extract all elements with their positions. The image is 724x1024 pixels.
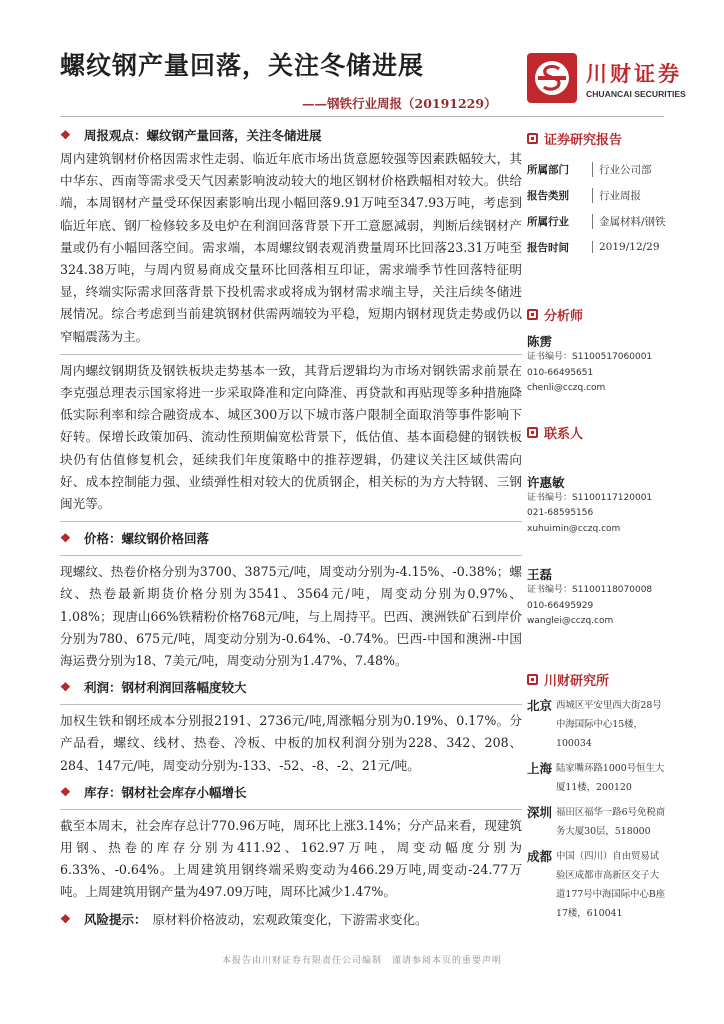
report-info-table xyxy=(527,156,667,260)
office-city: 成都 xyxy=(527,848,553,864)
risk-text: 原材料价格波动，宏观政策变化，下游需求变化。 xyxy=(152,911,428,927)
analyst-cert: 证书编号：S1100517060001 xyxy=(527,352,653,362)
contact-phone: 021-68595156 xyxy=(527,508,594,518)
logo-name-en: CHUANCAI SECURITIES xyxy=(586,89,686,99)
paragraph: 现螺纹、热卷价格分别为3700、3875元/吨，周变动分别为-4.15%、-0.38%；螺纹、热卷最新期货价格分别为3541、3564元/吨，周变动分别为0.97%、1.08%；现唐山66%铁精粉价格768元/吨，与上周持平。巴西、澳洲铁矿石到岸价分别为780、675元/吨，周变动分别为-0.64%、-0.74%。巴西-中国和澳洲-中国海运费分别为18、7美元/吨，周变动分别为1.47%、7.48%。 xyxy=(60,564,522,669)
office-list xyxy=(527,696,667,923)
contact-email[interactable]: xuhuimin@cczq.com xyxy=(527,523,621,534)
sidebar-heading-text: 川财研究所 xyxy=(544,674,610,689)
diamond-bullet-icon: ❖ xyxy=(60,128,71,142)
section-title: 利润：钢材利润回落幅度较大 xyxy=(84,680,247,696)
diamond-bullet-icon: ❖ xyxy=(60,680,71,695)
analyst-name: 陈雳 xyxy=(527,334,553,349)
paragraph: 截至本周末，社会库存总计770.96万吨，周环比上涨3.14%；分产品来看，现建筑用钢、热卷的库存分别为411.92、162.97万吨，周变动幅度分别为6.33%、-0.64%。上周建筑用钢终端采购变动为466.29万吨,周变动-24.77万吨。上周建筑用钢产量为497.09万吨，周环比减少1.47%。 xyxy=(60,817,522,900)
sidebar-heading-report xyxy=(527,128,667,148)
office-address: 福田区福华一路6号免税商务大厦30层，518000 xyxy=(556,806,666,837)
info-label: 报告类别 xyxy=(527,189,569,202)
section-title: 库存：钢材社会库存小幅增长 xyxy=(84,784,247,800)
info-label: 所属行业 xyxy=(527,215,569,228)
footer-disclaimer: 本报告由川财证券有限责任公司编制 谨请参阅本页的重要声明 xyxy=(221,956,502,966)
info-row xyxy=(527,156,667,182)
office-address: 中国（四川）自由贸易试验区成都市高新区交子大道177号中海国际中心B座17楼，610041 xyxy=(556,850,666,919)
section-heading-inventory xyxy=(60,781,522,803)
section-marker-icon xyxy=(527,674,538,685)
section-marker-icon xyxy=(527,133,538,144)
info-row xyxy=(527,208,667,234)
section-heading-profit xyxy=(60,676,522,698)
sidebar xyxy=(527,128,667,923)
section-title: 价格：螺纹钢价格回落 xyxy=(84,531,210,547)
sidebar-heading-text: 分析师 xyxy=(544,308,584,324)
section-heading-risk xyxy=(60,908,522,930)
info-value: 行业周报 xyxy=(592,188,641,203)
section-heading-price xyxy=(60,527,522,549)
office-address: 西城区平安里西大街28号中海国际中心15楼，100034 xyxy=(556,699,662,749)
chuancai-logo-icon xyxy=(526,52,578,104)
sidebar-heading-analyst xyxy=(527,304,667,324)
office-item xyxy=(527,696,667,753)
paragraph: 加权生铁和钢坯成本分别报2191、2736元/吨,周涨幅分别为0.19%、0.17%。分产品看，螺纹、线材、热卷、冷板、中板的加权利润分别为228、342、208、284、147元/吨，周变动分别为-133、-52、-8、-2、21元/吨。 xyxy=(60,713,522,773)
info-row xyxy=(527,182,667,208)
divider xyxy=(60,809,522,810)
diamond-bullet-icon: ❖ xyxy=(60,911,71,926)
divider xyxy=(60,354,522,355)
divider xyxy=(60,521,522,522)
sidebar-heading-institute xyxy=(527,670,667,690)
office-item xyxy=(527,803,667,841)
sidebar-heading-text: 证券研究报告 xyxy=(544,132,623,148)
logo-name-cn: 川财证券 xyxy=(586,61,682,86)
paragraph: 周内螺纹钢期货及钢铁板块走势基本一致，其背后逻辑均为市场对钢铁需求前景在李克强总理表示国家将进一步采取降准和定向降准、再贷款和再贴现等多种措施降低实际利率和综合融资成本、城区300万以下城市落户限制全面取消等事件影响下好转。保增长政策加码、流动性预期偏宽松背景下，低估值、基本面稳健的钢铁板块仍有估值修复机会，延续我们年度策略中的推荐逻辑，仍建议关注区域供需向好、成本控制能力强、业绩弹性相对较大的优质钢企，相关标的为方大特钢、三钢闽光等。 xyxy=(60,362,522,512)
contact-card xyxy=(527,565,667,630)
contact-cert: 证书编号：S1100118070008 xyxy=(527,585,653,595)
main-content xyxy=(60,124,522,930)
office-city: 上海 xyxy=(527,760,553,776)
section-title: 周报观点：螺纹钢产量回落，关注冬储进展 xyxy=(84,128,322,143)
contact-name: 王磊 xyxy=(527,567,553,582)
contact-phone: 010-66495929 xyxy=(527,600,594,611)
diamond-bullet-icon: ❖ xyxy=(60,531,71,546)
contact-card xyxy=(527,473,667,538)
info-value: 金属材料/钢铁 xyxy=(592,214,666,229)
info-label: 所属部门 xyxy=(527,163,569,176)
report-title: 螺纹钢产量回落，关注冬储进展 xyxy=(60,51,425,80)
info-row xyxy=(527,234,667,260)
section-title: 风险提示： xyxy=(84,911,147,927)
office-item xyxy=(527,759,667,797)
paragraph: 周内建筑钢材价格因需求性走弱、临近年底市场出货意愿较强等因素跌幅较大，其中华东、西南等需求受天气因素影响波动较大的地区钢材价格跌幅相对较大。供给端，本周钢材产量受环保因素影响出现小幅回落9.91万吨至347.93万吨，考虑到临近年底、钢厂检修较多及电炉在利润回落背景下开工意愿减弱，判断后续钢材产量或仍有小幅回落空间。需求端，本周螺纹钢表观消费量周环比回落23.31万吨至324.38万吨，与周内贸易商成交量环比回落相互印证，需求端季节性回落特征明显，终端实际需求回落背景下投机需求或将成为钢材需求端主导，关注后续冬储进展情况。综合考虑到当前建筑钢材供需两端较为平稳，短期内钢材现货走势或仍以窄幅震荡为主。 xyxy=(60,151,522,344)
sidebar-heading-contacts xyxy=(527,423,667,443)
section-marker-icon xyxy=(527,309,538,320)
section-marker-icon xyxy=(527,427,538,438)
analyst-phone: 010-66495651 xyxy=(527,367,594,378)
section-heading-view xyxy=(60,124,522,146)
sidebar-heading-text: 联系人 xyxy=(544,427,584,442)
office-item xyxy=(527,847,667,923)
contact-name: 许惠敏 xyxy=(527,474,565,490)
info-value: 行业公司部 xyxy=(592,162,652,177)
analyst-email[interactable]: chenli@cczq.com xyxy=(527,383,606,393)
office-city: 深圳 xyxy=(527,804,553,820)
office-city: 北京 xyxy=(527,697,553,713)
contact-email[interactable]: wanglei@cczq.com xyxy=(527,616,614,626)
info-label: 报告时间 xyxy=(527,241,569,254)
diamond-bullet-icon: ❖ xyxy=(60,784,71,799)
info-value: 2019/12/29 xyxy=(592,241,660,253)
report-subtitle: ——钢铁行业周报（20191229） xyxy=(302,96,497,111)
analyst-card xyxy=(527,332,667,397)
header-divider xyxy=(60,116,664,117)
contact-cert: 证书编号：S1100117120001 xyxy=(527,492,653,503)
office-address: 陆家嘴环路1000号恒生大厦11楼，200120 xyxy=(556,762,665,793)
divider xyxy=(60,704,522,705)
divider xyxy=(60,555,522,556)
